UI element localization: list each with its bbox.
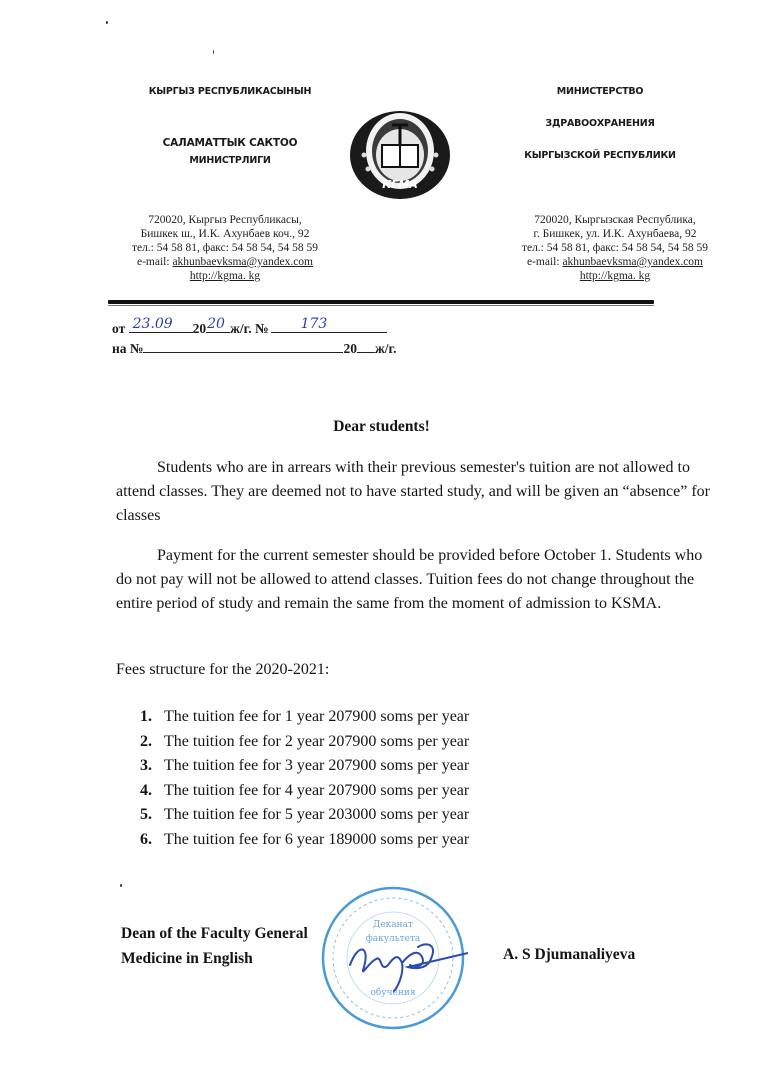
speck xyxy=(120,884,122,887)
letterhead-left-line1: КЫРГЫЗ РЕСПУБЛИКАСЫНЫН xyxy=(148,86,312,97)
letterhead-left-address xyxy=(100,213,350,283)
address-line: г. Бишкек, ул. И.К. Ахунбаева, 92 xyxy=(533,228,697,240)
fee-number: 1. xyxy=(140,708,152,725)
address-line: Бишкек ш., И.К. Ахунбаев коч., 92 xyxy=(140,228,310,240)
signatory-title-line: Medicine in English xyxy=(121,950,253,967)
email-link[interactable]: akhunbaevksma@yandex.com xyxy=(562,256,703,268)
stamp-text: обучения xyxy=(370,988,416,998)
to-year-prefix: 20 xyxy=(343,341,357,356)
email-label: e-mail: xyxy=(526,256,563,268)
official-stamp xyxy=(318,883,468,1033)
speck xyxy=(106,21,108,24)
letterhead-divider xyxy=(108,300,654,304)
fees-list xyxy=(140,705,469,852)
address-line: 720020, Кыргызская Республика, xyxy=(534,214,696,226)
fee-item xyxy=(140,803,469,828)
fee-item xyxy=(140,705,469,730)
address-line: 720020, Кыргыз Республикасы, xyxy=(148,214,302,226)
signatory-name: A. S Djumanaliyeva xyxy=(503,946,636,963)
letterhead-divider-thin xyxy=(108,305,654,306)
address-line: тел.: 54 58 81, факс: 54 58 54, 54 58 59 xyxy=(521,242,709,254)
from-prefix: от xyxy=(112,321,126,336)
fee-item xyxy=(140,730,469,755)
emblem-text: КГМА xyxy=(382,178,418,191)
website-link[interactable]: http://kgma. kg xyxy=(189,270,261,282)
fee-number: 6. xyxy=(140,830,152,848)
website-link[interactable]: http://kgma. kg xyxy=(579,270,651,282)
to-prefix: на № xyxy=(112,341,144,356)
greeting-heading: Dear students! xyxy=(333,418,430,435)
signature-scribble xyxy=(350,944,468,991)
fee-item xyxy=(140,828,469,853)
handwritten-date: 23.09 xyxy=(132,316,173,332)
paragraph-text: Payment for the current semester should be provided before October 1. Students who do not pay will not be allowed to attend classes. Tuition fees do not change throughout the entire period of study and remain the same from the moment of admission to KSMA. xyxy=(116,547,703,612)
fee-text: The tuition fee for 5 year 203000 soms per year xyxy=(164,806,470,823)
handwritten-year: 20 xyxy=(207,316,225,332)
fee-text: The tuition fee for 3 year 207900 soms per year xyxy=(164,757,470,774)
signatory-title-line: Dean of the Faculty General xyxy=(121,925,308,942)
year-field xyxy=(206,316,230,333)
email-link[interactable]: akhunbaevksma@yandex.com xyxy=(172,256,313,268)
reference-from-line xyxy=(112,316,387,337)
letterhead-right-line2: ЗДРАВООХРАНЕНИЯ xyxy=(545,118,655,129)
fee-number: 5. xyxy=(140,806,152,823)
stamp-text: Деканат xyxy=(373,920,413,930)
signatory-title xyxy=(121,921,308,971)
to-year-field xyxy=(357,340,375,353)
letterhead-right-line3: КЫРГЫЗСКОЙ РЕСПУБЛИКИ xyxy=(524,150,676,161)
paragraph-payment xyxy=(116,544,716,616)
year-suffix: ж/г. № xyxy=(230,321,269,336)
fee-number: 3. xyxy=(140,757,152,774)
speck xyxy=(213,50,214,54)
handwritten-number: 173 xyxy=(300,316,328,332)
email-label: e-mail: xyxy=(136,256,173,268)
fee-number: 2. xyxy=(140,732,152,750)
fees-structure-title: Fees structure for the 2020-2021: xyxy=(116,661,330,678)
ksma-emblem-logo xyxy=(342,95,458,207)
paragraph-text: Students who are in arrears with their previous semester's tuition are not allowed to attend classes. They are deemed not to have started study, and will be given an “absence” for classes xyxy=(116,459,710,524)
year-prefix: 20 xyxy=(192,321,207,336)
fee-text: The tuition fee for 6 year 189000 soms per year xyxy=(164,830,470,848)
paragraph-arrears xyxy=(116,456,716,528)
date-field xyxy=(129,316,193,333)
fee-text: The tuition fee for 4 year 207900 soms per year xyxy=(164,781,470,799)
reference-to-line xyxy=(112,340,397,357)
fee-text: The tuition fee for 1 year 207900 soms per year xyxy=(164,708,470,725)
letterhead-left-line2: САЛАМАТТЫК САКТОО xyxy=(162,137,298,149)
stamp-text: факультета xyxy=(365,934,421,944)
to-number-field xyxy=(143,340,343,353)
fee-item xyxy=(140,779,469,804)
letterhead-left-line3: МИНИСТРЛИГИ xyxy=(189,155,271,166)
letterhead-right-address xyxy=(490,213,740,283)
to-year-suffix: ж/г. xyxy=(374,341,397,356)
number-field xyxy=(271,316,387,333)
fee-text: The tuition fee for 2 year 207900 soms per year xyxy=(164,732,470,750)
letterhead-right-line1: МИНИСТЕРСТВО xyxy=(556,86,644,97)
fee-item xyxy=(140,754,469,779)
fee-number: 4. xyxy=(140,781,152,799)
address-line: тел.: 54 58 81, факс: 54 58 54, 54 58 59 xyxy=(131,242,319,254)
